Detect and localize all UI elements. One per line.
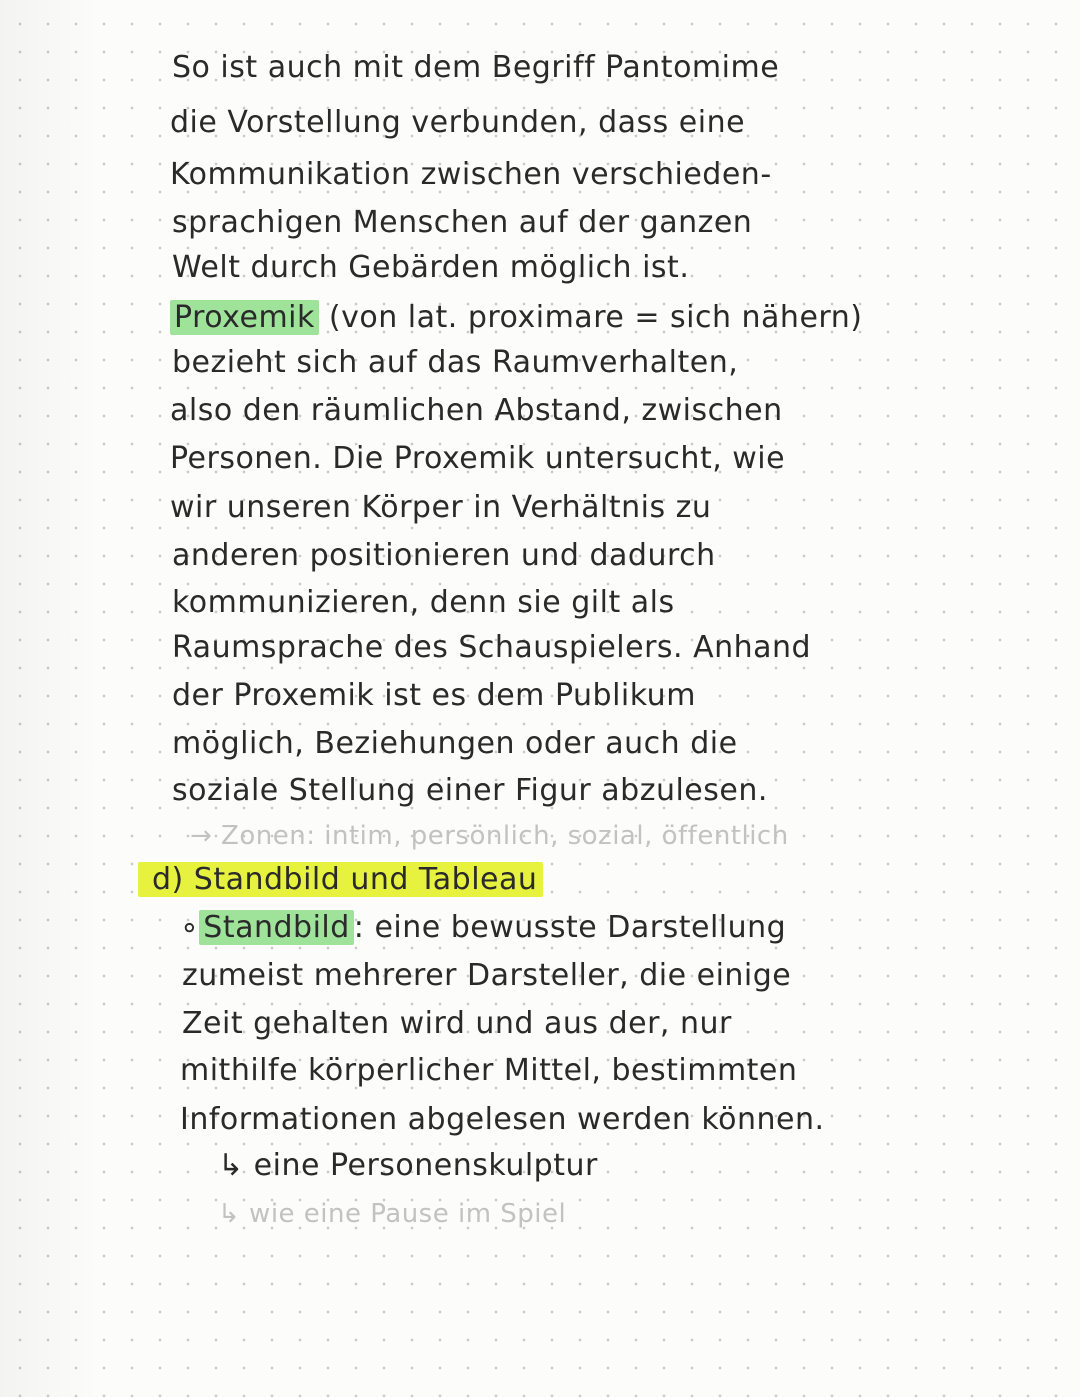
proxemik-definition-line: [170, 300, 862, 336]
text-line: der Proxemik ist es dem Publikum: [172, 678, 696, 713]
bullet-icon: ∘: [180, 910, 200, 945]
faint-note: ↳ wie eine Pause im Spiel: [218, 1199, 567, 1229]
text-line: wir unseren Körper in Verhältnis zu: [170, 490, 712, 525]
standbild-definition: : eine bewusste Darstellung: [353, 910, 787, 945]
text-line: die Vorstellung verbunden, dass eine: [170, 105, 746, 140]
text-line: Raumsprache des Schauspielers. Anhand: [172, 630, 812, 665]
text-line: Informationen abgelesen werden können.: [180, 1102, 825, 1137]
text-line: Welt durch Gebärden möglich ist.: [172, 250, 690, 285]
text-line: soziale Stellung einer Figur abzulesen.: [172, 773, 768, 808]
standbild-definition-line: [180, 910, 786, 946]
text-line: sprachigen Menschen auf der ganzen: [172, 205, 753, 240]
proxemik-term-highlight: Proxemik: [170, 300, 319, 335]
text-line: Zeit gehalten wird und aus der, nur: [182, 1006, 732, 1041]
text-line: kommunizieren, denn sie gilt als: [172, 585, 675, 620]
text-line: also den räumlichen Abstand, zwischen: [170, 393, 783, 428]
text-line: anderen positionieren und dadurch: [172, 538, 716, 573]
arrow-note: ↳ eine Personenskulptur: [218, 1148, 598, 1183]
text-line: Kommunikation zwischen verschieden-: [170, 157, 772, 192]
text-line: mithilfe körperlicher Mittel, bestimmten: [180, 1053, 798, 1088]
standbild-term-highlight: Standbild: [199, 910, 354, 945]
text-line: bezieht sich auf das Raumverhalten,: [172, 345, 739, 380]
section-heading-highlight: d) Standbild und Tableau: [138, 862, 543, 897]
text-line: Personen. Die Proxemik untersucht, wie: [170, 441, 786, 476]
zones-note: → Zonen: intim, persönlich, sozial, öffentlich: [190, 821, 789, 851]
text-line: möglich, Beziehungen oder auch die: [172, 726, 738, 761]
proxemik-definition: (von lat. proximare = sich nähern): [318, 300, 863, 335]
text-line: zumeist mehrerer Darsteller, die einige: [182, 958, 792, 993]
text-line: So ist auch mit dem Begriff Pantomime: [172, 50, 780, 85]
section-heading: [138, 862, 543, 898]
